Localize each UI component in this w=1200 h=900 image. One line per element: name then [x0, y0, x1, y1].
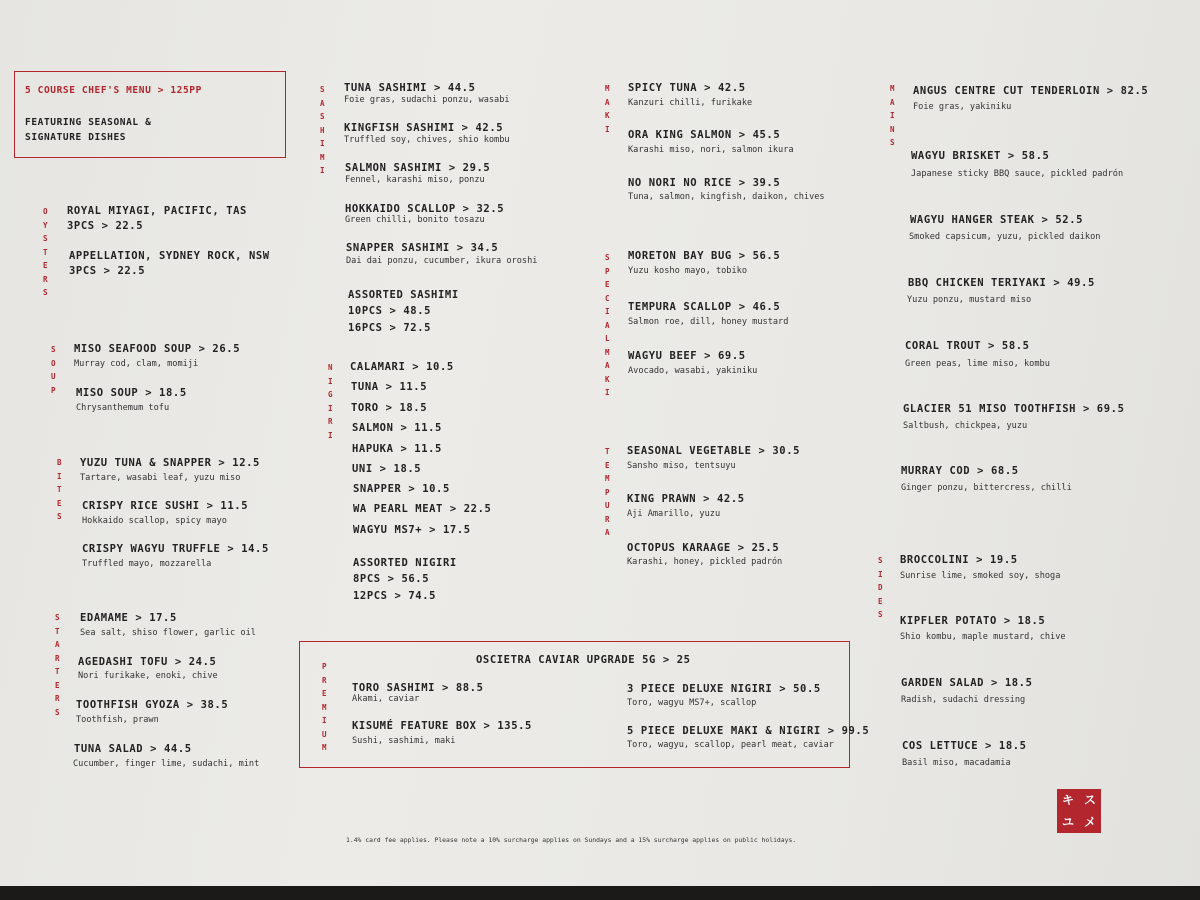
tempura-item-name: KING PRAWN > 42.5	[627, 493, 745, 505]
starters-item-name: AGEDASHI TOFU > 24.5	[78, 656, 217, 668]
nigiri-item: TORO > 18.5	[351, 402, 428, 414]
oyster-price: 3PCS > 22.5	[67, 220, 144, 232]
section-label-bites: B I T E S	[57, 458, 62, 521]
logo-glyph: ス	[1083, 793, 1096, 807]
mains-item-desc: Ginger ponzu, bittercress, chilli	[901, 483, 1072, 493]
starters-item-desc: Sea salt, shiso flower, garlic oil	[80, 628, 256, 638]
special-maki-item-desc: Avocado, wasabi, yakiniku	[628, 366, 758, 376]
soup-item-name: MISO SEAFOOD SOUP > 26.5	[74, 343, 241, 355]
mains-item-desc: Green peas, lime miso, kombu	[905, 359, 1050, 369]
mains-item-name: BBQ CHICKEN TERIYAKI > 49.5	[908, 277, 1095, 289]
premium-item-desc: Akami, caviar	[352, 694, 420, 704]
maki-item-name: NO NORI NO RICE > 39.5	[628, 177, 781, 189]
premium-item-name: 5 PIECE DELUXE MAKI & NIGIRI > 99.5	[627, 725, 870, 737]
mains-item-desc: Japanese sticky BBQ sauce, pickled padrón	[911, 169, 1124, 179]
sashimi-item-desc: Fennel, karashi miso, ponzu	[345, 175, 485, 185]
chef-menu-title: 5 COURSE CHEF'S MENU > 125PP	[25, 85, 202, 96]
maki-item-desc: Karashi miso, nori, salmon ikura	[628, 145, 794, 155]
premium-item-desc: Sushi, sashimi, maki	[352, 736, 456, 746]
special-maki-item-name: WAGYU BEEF > 69.5	[628, 350, 746, 362]
chef-menu-subtitle: FEATURING SEASONAL & SIGNATURE DISHES	[25, 117, 152, 143]
maki-item-name: ORA KING SALMON > 45.5	[628, 129, 781, 141]
section-label-starters: S T A R T E R S	[55, 613, 60, 717]
nigiri-item: WAGYU MS7+ > 17.5	[353, 524, 471, 536]
nigiri-item: SNAPPER > 10.5	[353, 483, 450, 495]
premium-item-name: KISUMÉ FEATURE BOX > 135.5	[352, 720, 532, 732]
nigiri-item: WA PEARL MEAT > 22.5	[353, 503, 492, 515]
bites-item-name: CRISPY RICE SUSHI > 11.5	[82, 500, 249, 512]
sides-item-name: GARDEN SALAD > 18.5	[901, 677, 1033, 689]
section-label-special-maki: S P E C I A L M A K I	[605, 253, 610, 397]
assorted-nigiri-title: ASSORTED NIGIRI	[353, 557, 457, 569]
premium-item-desc: Toro, wagyu, scallop, pearl meat, caviar	[627, 740, 834, 750]
premium-item-desc: Toro, wagyu MS7+, scallop	[627, 698, 757, 708]
kisume-logo	[1057, 789, 1101, 833]
nigiri-item: TUNA > 11.5	[351, 381, 428, 393]
maki-item-desc: Tuna, salmon, kingfish, daikon, chives	[628, 192, 825, 202]
sashimi-item-desc: Dai dai ponzu, cucumber, ikura oroshi	[346, 256, 538, 266]
section-label-oysters: O Y S T E R S	[43, 207, 48, 297]
maki-item-name: SPICY TUNA > 42.5	[628, 82, 746, 94]
sides-item-desc: Sunrise lime, smoked soy, shoga	[900, 571, 1061, 581]
bites-item-name: CRISPY WAGYU TRUFFLE > 14.5	[82, 543, 269, 555]
section-label-soup: S O U P	[51, 345, 56, 395]
nigiri-item: SALMON > 11.5	[352, 422, 442, 434]
mains-item-desc: Yuzu ponzu, mustard miso	[907, 295, 1032, 305]
tempura-item-desc: Aji Amarillo, yuzu	[627, 509, 721, 519]
soup-item-desc: Chrysanthemum tofu	[76, 403, 170, 413]
oyster-name: APPELLATION, SYDNEY ROCK, NSW	[69, 250, 270, 262]
mains-item-name: GLACIER 51 MISO TOOTHFISH > 69.5	[903, 403, 1125, 415]
tempura-item-name: SEASONAL VEGETABLE > 30.5	[627, 445, 801, 457]
section-label-tempura: T E M P U R A	[605, 447, 610, 537]
assorted-sashimi-title: ASSORTED SASHIMI	[348, 289, 459, 301]
mains-item-name: WAGYU BRISKET > 58.5	[911, 150, 1050, 162]
starters-item-desc: Nori furikake, enoki, chive	[78, 671, 218, 681]
section-label-sashimi: S A S H I M I	[320, 85, 325, 175]
logo-glyph: ユ	[1061, 815, 1074, 829]
oyster-name: ROYAL MIYAGI, PACIFIC, TAS	[67, 205, 247, 217]
caviar-upgrade: OSCIETRA CAVIAR UPGRADE 5G > 25	[476, 654, 691, 666]
section-label-nigiri: N I G I R I	[328, 363, 333, 440]
sides-item-desc: Radish, sudachi dressing	[901, 695, 1026, 705]
logo-glyph: キ	[1061, 793, 1074, 807]
assorted-nigiri-option: 12PCS > 74.5	[353, 590, 437, 602]
starters-item-name: EDAMAME > 17.5	[80, 612, 177, 624]
starters-item-desc: Cucumber, finger lime, sudachi, mint	[73, 759, 260, 769]
nigiri-item: UNI > 18.5	[352, 463, 422, 475]
premium-item-name: TORO SASHIMI > 88.5	[352, 682, 484, 694]
mains-item-desc: Saltbush, chickpea, yuzu	[903, 421, 1028, 431]
oyster-price: 3PCS > 22.5	[69, 265, 146, 277]
premium-item-name: 3 PIECE DELUXE NIGIRI > 50.5	[627, 683, 821, 695]
sides-item-desc: Basil miso, macadamia	[902, 758, 1011, 768]
sashimi-item-name: SALMON SASHIMI > 29.5	[345, 162, 491, 174]
logo-glyph: メ	[1083, 815, 1096, 829]
tempura-item-desc: Karashi, honey, pickled padrón	[627, 557, 783, 567]
assorted-nigiri-option: 8PCS > 56.5	[353, 573, 430, 585]
nigiri-item: HAPUKA > 11.5	[352, 443, 442, 455]
bites-item-name: YUZU TUNA & SNAPPER > 12.5	[80, 457, 260, 469]
section-label-premium: P R E M I U M	[322, 662, 327, 752]
mains-item-name: CORAL TROUT > 58.5	[905, 340, 1030, 352]
mains-item-desc: Foie gras, yakiniku	[913, 102, 1012, 112]
starters-item-name: TUNA SALAD > 44.5	[74, 743, 192, 755]
starters-item-desc: Toothfish, prawn	[76, 715, 159, 725]
assorted-sashimi-option: 16PCS > 72.5	[348, 322, 432, 334]
sashimi-item-name: KINGFISH SASHIMI > 42.5	[344, 122, 504, 134]
maki-item-desc: Kanzuri chilli, furikake	[628, 98, 753, 108]
nigiri-item: CALAMARI > 10.5	[350, 361, 454, 373]
bites-item-desc: Tartare, wasabi leaf, yuzu miso	[80, 473, 241, 483]
soup-item-name: MISO SOUP > 18.5	[76, 387, 187, 399]
section-label-mains: M A I N S	[890, 84, 895, 147]
mains-item-name: MURRAY COD > 68.5	[901, 465, 1019, 477]
sides-item-desc: Shio kombu, maple mustard, chive	[900, 632, 1066, 642]
sashimi-item-name: SNAPPER SASHIMI > 34.5	[346, 242, 499, 254]
special-maki-item-name: MORETON BAY BUG > 56.5	[628, 250, 781, 262]
mains-item-name: ANGUS CENTRE CUT TENDERLOIN > 82.5	[913, 85, 1149, 97]
tempura-item-name: OCTOPUS KARAAGE > 25.5	[627, 542, 780, 554]
assorted-sashimi-option: 10PCS > 48.5	[348, 305, 432, 317]
soup-item-desc: Murray cod, clam, momiji	[74, 359, 199, 369]
mains-item-desc: Smoked capsicum, yuzu, pickled daikon	[909, 232, 1101, 242]
special-maki-item-name: TEMPURA SCALLOP > 46.5	[628, 301, 781, 313]
starters-item-name: TOOTHFISH GYOZA > 38.5	[76, 699, 229, 711]
bites-item-desc: Truffled mayo, mozzarella	[82, 559, 212, 569]
sides-item-name: KIPFLER POTATO > 18.5	[900, 615, 1046, 627]
sashimi-item-desc: Foie gras, sudachi ponzu, wasabi	[344, 95, 510, 105]
sashimi-item-desc: Green chilli, bonito tosazu	[345, 215, 485, 225]
mains-item-name: WAGYU HANGER STEAK > 52.5	[910, 214, 1084, 226]
sashimi-item-name: TUNA SASHIMI > 44.5	[344, 82, 476, 94]
sashimi-item-desc: Truffled soy, chives, shio kombu	[344, 135, 510, 145]
section-label-sides: S I D E S	[878, 556, 883, 619]
sashimi-item-name: HOKKAIDO SCALLOP > 32.5	[345, 203, 505, 215]
section-label-maki: M A K I	[605, 84, 610, 134]
sides-item-name: COS LETTUCE > 18.5	[902, 740, 1027, 752]
sides-item-name: BROCCOLINI > 19.5	[900, 554, 1018, 566]
tempura-item-desc: Sansho miso, tentsuyu	[627, 461, 736, 471]
surcharge-footnote: 1.4% card fee applies. Please note a 10% surcharge applies on Sundays and a 15% surcharge applies on public holidays.	[346, 836, 797, 844]
special-maki-item-desc: Yuzu kosho mayo, tobiko	[628, 266, 747, 276]
special-maki-item-desc: Salmon roe, dill, honey mustard	[628, 317, 789, 327]
bites-item-desc: Hokkaido scallop, spicy mayo	[82, 516, 227, 526]
